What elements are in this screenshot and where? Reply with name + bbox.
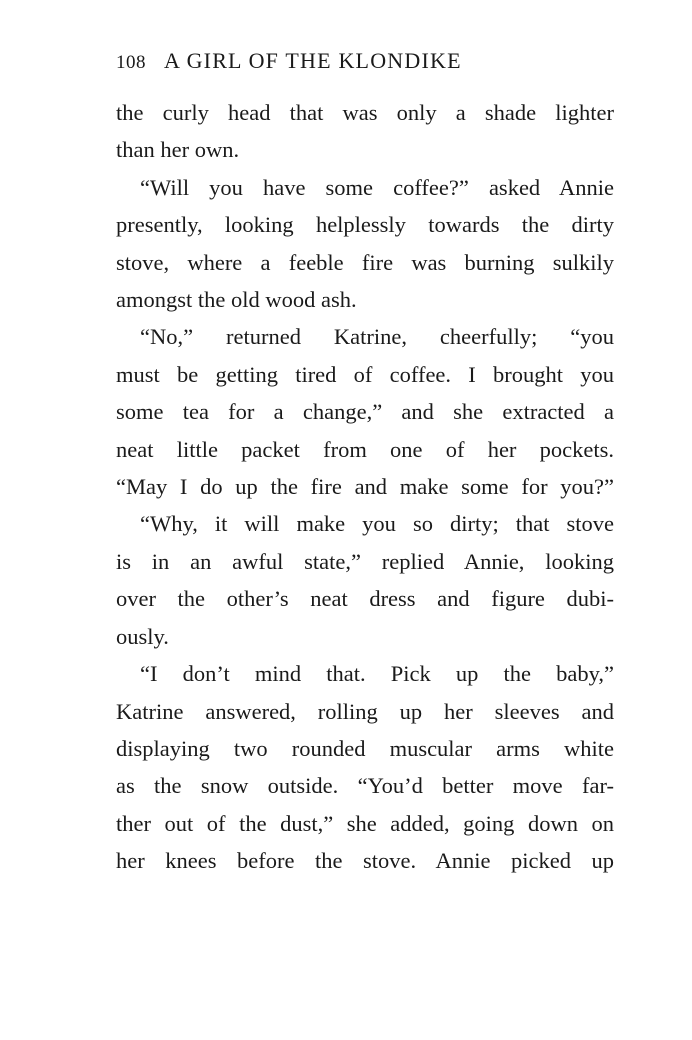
text-line: must be getting tired of coffee. I brought you — [116, 361, 614, 387]
text-line: ously. — [116, 623, 169, 649]
text-line: than her own. — [116, 137, 240, 163]
text-line: is in an awful state,” replied Annie, looking — [116, 548, 614, 574]
book-page — [116, 48, 614, 880]
text-line: presently, looking helplessly towards the dirty — [116, 212, 614, 238]
text-line: as the snow outside. “You’d better move far- — [116, 773, 614, 799]
book-title: A GIRL OF THE KLONDIKE — [164, 48, 462, 73]
text-line: amongst the old wood ash. — [116, 287, 357, 313]
text-line: “Will you have some coffee?” asked Annie — [140, 174, 614, 200]
text-line: some tea for a change,” and she extracted a — [116, 399, 614, 425]
body-text — [116, 94, 614, 880]
text-line: displaying two rounded muscular arms white — [116, 735, 614, 761]
text-line: “No,” returned Katrine, cheerfully; “you — [140, 324, 614, 350]
text-line: “May I do up the fire and make some for you?” — [116, 474, 614, 500]
page-number: 108 — [116, 52, 146, 73]
text-line: over the other’s neat dress and figure dubi- — [116, 586, 614, 612]
text-line: neat little packet from one of her pockets. — [116, 436, 614, 462]
text-line: “Why, it will make you so dirty; that stove — [140, 511, 614, 537]
text-line: “I don’t mind that. Pick up the baby,” — [140, 661, 614, 687]
running-head — [116, 48, 614, 82]
text-line: Katrine answered, rolling up her sleeves and — [116, 698, 614, 724]
text-line: her knees before the stove. Annie picked up — [116, 848, 614, 874]
text-line: ther out of the dust,” she added, going down on — [116, 810, 614, 836]
text-line: stove, where a feeble fire was burning sulkily — [116, 249, 614, 275]
text-line: the curly head that was only a shade lighter — [116, 100, 614, 125]
